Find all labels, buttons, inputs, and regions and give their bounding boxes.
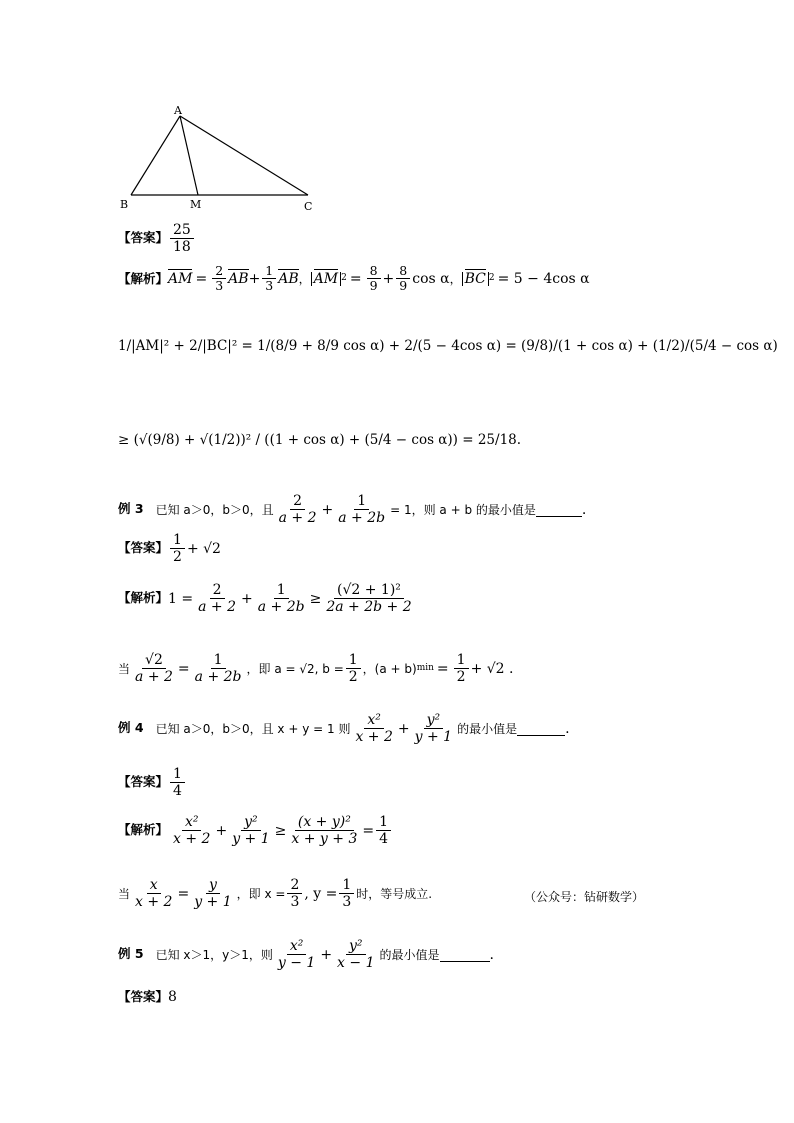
vertex-label-b: B <box>120 198 129 211</box>
vertex-label-c: C <box>304 200 313 213</box>
fraction: $\frac{1}{2}$ <box>346 652 361 685</box>
fraction: $\frac{1}{3}$ <box>262 264 276 294</box>
example-label: 例 5 <box>118 946 144 962</box>
vertex-label-m: M <box>190 198 202 211</box>
fraction: 25 18 <box>170 222 194 255</box>
fraction: $\frac{\text{y²}}{y + 1}$ <box>414 712 453 746</box>
answer-value: 8 <box>168 989 177 1005</box>
answer-blank[interactable] <box>536 502 582 517</box>
fraction: $\frac{1}{a + 2b}$ <box>257 582 305 616</box>
fraction: x² x + 2 <box>355 712 393 746</box>
example-label: 例 4 <box>118 720 144 736</box>
fraction: $\frac{\text{y²}}{x - 1}$ <box>337 938 375 972</box>
analysis-label: 【解析】 <box>118 270 169 286</box>
side-ab <box>131 116 180 195</box>
fraction: $\frac{1}{a + 2b}$ <box>338 493 386 527</box>
fraction: 1 2 <box>170 532 185 565</box>
vertex-label-a: A <box>174 104 182 117</box>
ex3-analysis: 【解析】 1 = $\frac{2}{a + 2}$ + $\frac{1}{a + 2b}$ ≥ $\frac{\text{(√2 + 1)²}}{2a + 2b + 2}$ <box>118 582 417 615</box>
fraction: $\frac{8}{9}$ <box>367 264 381 294</box>
ex3-condition: 当 $\frac{√2}{a + 2}$ = $\frac{1}{a + 2b}$ ，即 a = √2, b = $\frac{1}{2}$ ，(a + b) min = $\frac{1}{2}$ + √2 . <box>118 652 514 686</box>
side-ac <box>180 116 308 195</box>
fraction: $\frac{1}{2}$ <box>454 652 469 685</box>
fraction: $\frac{1}{3}$ <box>339 877 354 910</box>
median-am <box>180 116 198 195</box>
fraction: $\frac{2}{a + 2}$ <box>198 582 236 616</box>
ex4-analysis: 【解析】 x² x + 2 + $\frac{\text{y²}}{y + 1}$ ≥ $\frac{\text{(x + y)²}}{x + y + 3}$ = $\frac{1}{4}$ <box>118 814 393 847</box>
vector-ab: AB <box>228 270 249 287</box>
fraction: $\frac{y}{y + 1}$ <box>194 877 232 911</box>
ex3-answer: 【答案】 1 2 + √2 <box>118 532 221 566</box>
fraction: $\frac{2}{3}$ <box>287 877 302 910</box>
fraction: $\frac{\text{y²}}{y + 1}$ <box>232 814 270 848</box>
vector-ab: AB <box>278 270 299 287</box>
vector-am: AM <box>168 270 193 287</box>
answer-blank[interactable] <box>517 721 565 736</box>
fraction: 1 4 <box>170 766 185 799</box>
fraction: $\frac{8}{9}$ <box>396 264 410 294</box>
fraction: $\frac{\text{(√2 + 1)²}}{2a + 2b + 2}$ <box>326 582 412 616</box>
analysis-label: 【解析】 <box>118 822 169 838</box>
triangle-figure <box>118 100 328 215</box>
fraction: $\frac{\text{(x + y)²}}{x + y + 3}$ <box>291 814 358 848</box>
ex4-question: 例 4 已知 a＞0，b＞0，且 x + y = 1 则 x² x + 2 + $\frac{\text{y²}}{y + 1}$ 的最小值是 . <box>118 712 570 746</box>
example-label: 例 3 <box>118 501 144 517</box>
ex2-analysis-line3: ≥ (√(9/8) + √(1/2))² / ((1 + cos α) + (5/4 − cos α)) = 25/18. <box>118 432 522 448</box>
ex3-question: 例 3 已知 a＞0，b＞0，且 2 a + 2 + $\frac{1}{a + 2b}$ = 1，则 a + b 的最小值是 . <box>118 493 587 527</box>
ex4-answer <box>118 766 187 799</box>
ex2-answer <box>118 222 196 255</box>
analysis-label: 【解析】 <box>118 590 169 606</box>
ex5-question: 例 5 已知 x＞1，y＞1，则 x² y − 1 + $\frac{\text{y²}}{x - 1}$ 的最小值是 . <box>118 938 494 972</box>
fraction: $\frac{x}{x + 2}$ <box>135 877 173 911</box>
answer-label: 【答案】 <box>118 230 169 246</box>
fraction: $\frac{2}{3}$ <box>212 264 226 294</box>
fraction: x² x + 2 <box>173 814 211 848</box>
answer-label: 【答案】 <box>118 540 169 556</box>
fraction: 2 a + 2 <box>278 493 317 527</box>
source-note: （公众号：钻研数学） <box>524 890 645 904</box>
ex4-condition: 当 $\frac{x}{x + 2}$ = $\frac{y}{y + 1}$ ，即 x = $\frac{2}{3}$ , y = $\frac{1}{3}$ 时，等号成立. <box>118 877 433 911</box>
ex5-answer <box>118 990 177 1004</box>
ex2-analysis-line2: 1/|AM|² + 2/|BC|² = 1/(8/9 + 8/9 cos α) + 2/(5 − 4cos α) = (9/8)/(1 + cos α) + (1/2)/(5/4 − cos α) <box>118 338 778 354</box>
fraction: x² y − 1 <box>277 938 316 972</box>
norm-am: AM <box>311 272 341 286</box>
fraction: $\frac{√2}{a + 2}$ <box>135 652 173 686</box>
fraction: $\frac{1}{4}$ <box>376 814 391 847</box>
fraction: $\frac{1}{a + 2b}$ <box>194 652 242 686</box>
ex2-analysis-line1: 【解析】 AM = $\frac{2}{3}$ AB + $\frac{1}{3}$ AB ， AM 2 = $\frac{8}{9}$ + $\frac{8}{9}$ cos α ， BC 2 = 5 − 4cos α <box>118 263 590 294</box>
answer-blank[interactable] <box>440 947 490 962</box>
norm-bc: BC <box>462 272 489 286</box>
answer-label: 【答案】 <box>118 988 169 1004</box>
answer-label: 【答案】 <box>118 774 169 790</box>
